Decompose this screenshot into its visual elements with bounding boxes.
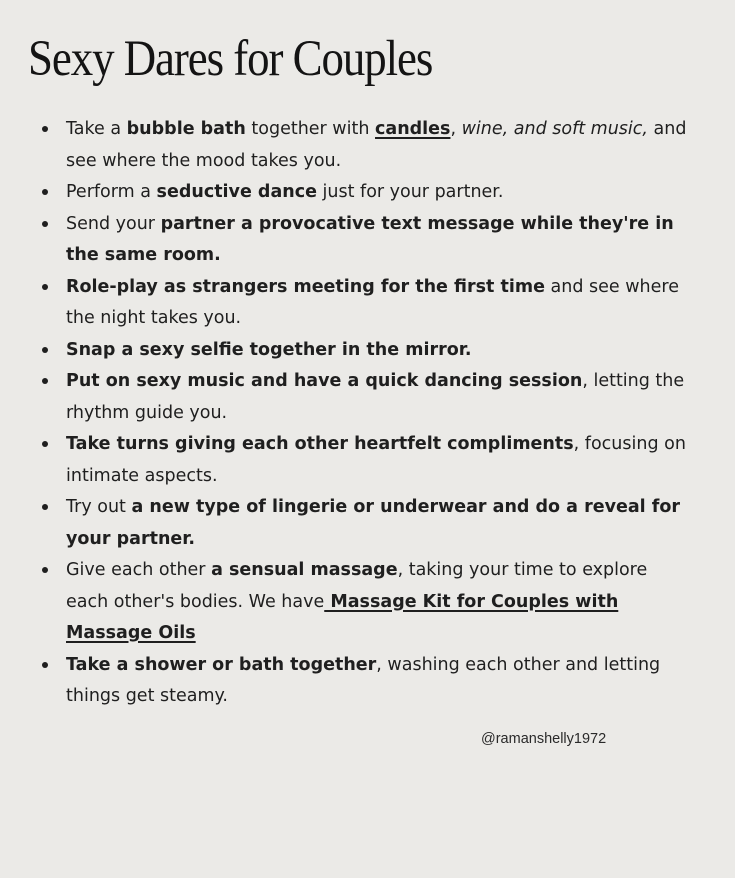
dare-text: a new type of lingerie or underwear and do a reveal for your partner. bbox=[66, 497, 681, 549]
dare-text: , taking your time to explore each other's bodies. We have bbox=[66, 560, 648, 612]
list-item bbox=[34, 209, 694, 272]
dare-text: together with bbox=[245, 119, 376, 139]
list-item bbox=[34, 429, 694, 492]
list-item bbox=[34, 650, 694, 713]
dare-text: bubble bath bbox=[126, 119, 246, 139]
dare-text: and see where the night takes you. bbox=[66, 276, 679, 328]
dare-text: , focusing on intimate aspects. bbox=[66, 434, 686, 486]
dare-text: Give each other bbox=[66, 560, 212, 580]
dare-text: , bbox=[450, 119, 462, 139]
watermark-handle: @ramanshelly1972 bbox=[481, 731, 607, 747]
massage-kit-link[interactable]: Massage Kit for Couples with Massage Oils bbox=[66, 591, 619, 643]
dare-text: Role-play as strangers meeting for the first time bbox=[66, 276, 545, 297]
dares-list bbox=[34, 114, 694, 713]
dare-text: , letting the rhythm guide you. bbox=[66, 371, 685, 423]
list-item bbox=[34, 114, 694, 177]
list-item bbox=[34, 272, 694, 335]
dare-text: seductive dance bbox=[156, 182, 317, 202]
candles-link[interactable]: candles bbox=[375, 119, 451, 139]
dare-text: Send your bbox=[66, 213, 161, 234]
list-item bbox=[34, 177, 694, 209]
dare-text: Perform a bbox=[66, 182, 157, 202]
list-item bbox=[34, 492, 694, 555]
list-item bbox=[34, 335, 694, 367]
page-title: Sexy Dares for Couples bbox=[28, 31, 433, 87]
dare-text: wine, and soft music, bbox=[461, 119, 648, 139]
list-item bbox=[34, 555, 694, 650]
dare-text: Take turns giving each other heartfelt compliments bbox=[66, 434, 574, 454]
dare-text: just for your partner. bbox=[316, 182, 504, 202]
dare-text: Put on sexy music and have a quick dancing session bbox=[66, 371, 583, 391]
dare-text: Try out bbox=[66, 497, 132, 517]
dare-text: Take a shower or bath together bbox=[66, 654, 377, 675]
dare-text: a sensual massage bbox=[211, 560, 398, 580]
dare-text: , washing each other and letting things get steamy. bbox=[66, 654, 661, 706]
dare-text: Take a bbox=[66, 119, 127, 139]
dare-text: partner a provocative text message while they're in the same room. bbox=[66, 213, 674, 265]
list-item bbox=[34, 366, 694, 429]
dare-text: Snap a sexy selfie together in the mirror. bbox=[66, 339, 472, 360]
dare-text: and see where the mood takes you. bbox=[66, 119, 687, 171]
